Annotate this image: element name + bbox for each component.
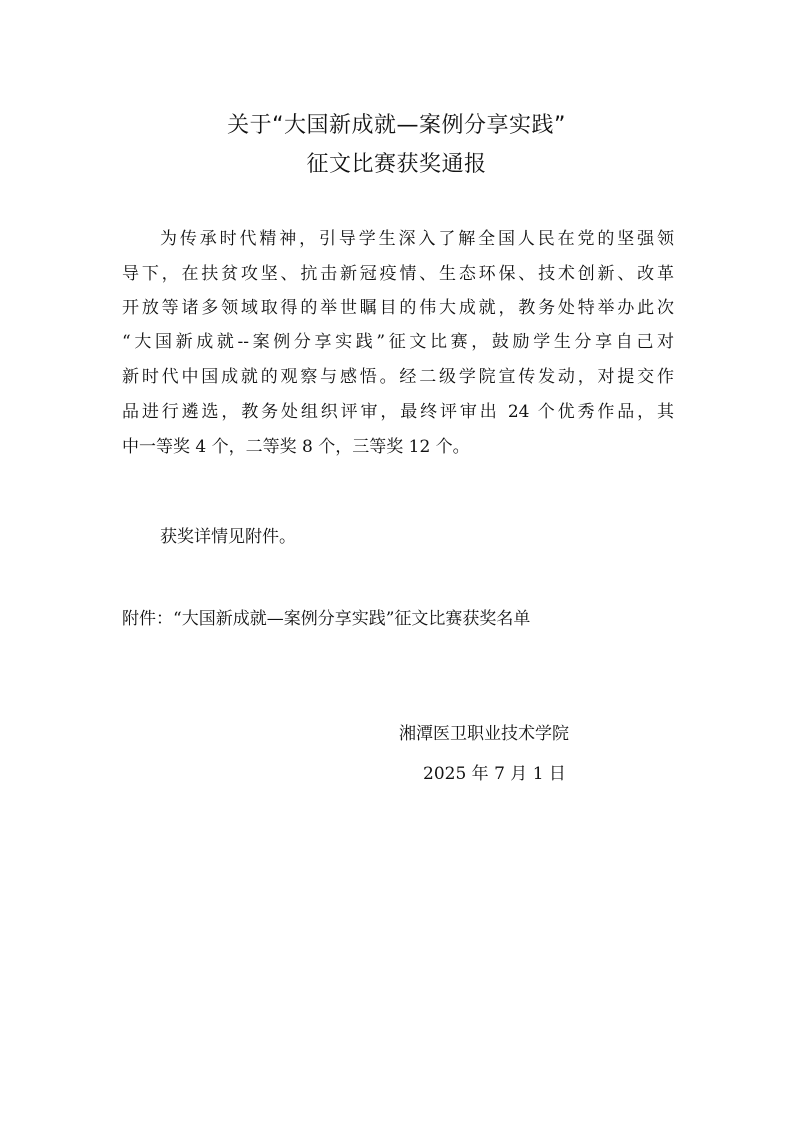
issue-date: 2025 年 7 月 1 日: [423, 764, 566, 784]
title-line-1: 关于“大国新成就—案例分享实践”: [227, 113, 566, 138]
body-line: 中一等奖 4 个，二等奖 8 个，三等奖 12 个。: [122, 437, 470, 457]
attachment-line: 附件：“大国新成就—案例分享实践”征文比赛获奖名单: [122, 609, 531, 629]
body-line: 品进行遴选，教务处组织评审，最终评审出 24 个优秀作品，其: [122, 402, 674, 422]
issuer-signature: 湘潭医卫职业技术学院: [399, 724, 569, 744]
body-line: 新时代中国成就的观察与感悟。经二级学院宣传发动，对提交作: [122, 367, 674, 387]
body-line: 开放等诸多领域取得的举世瞩目的伟大成就，教务处特举办此次: [122, 298, 674, 318]
body-line: 为传承时代精神，引导学生深入了解全国人民在党的坚强领: [160, 229, 674, 249]
title-line-2: 征文比赛获奖通报: [306, 152, 487, 177]
details-note: 获奖详情见附件。: [160, 527, 296, 547]
body-line: “大国新成就--案例分享实践”征文比赛，鼓励学生分享自己对: [122, 332, 674, 352]
body-line: 导下，在扶贫攻坚、抗击新冠疫情、生态环保、技术创新、改革: [122, 264, 674, 284]
